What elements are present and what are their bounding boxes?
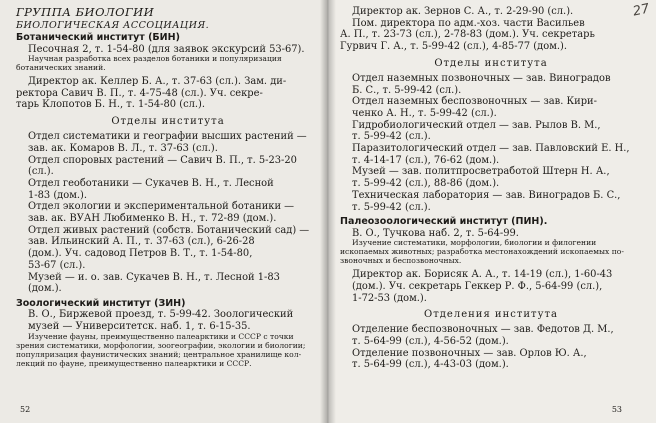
zin-director-line: Директор ак. Зернов С. А., т. 2-29-90 (сл.). xyxy=(352,6,574,17)
zin-departments-heading: Отделы института xyxy=(434,57,548,69)
dept-line: Отдел наземных беспозвоночных — зав. Кири- xyxy=(352,96,597,108)
bin-director-line: Директор ак. Келлер Б. А., т. 37-63 (сл.). Зам. ди- xyxy=(28,76,287,88)
handwritten-page-mark: 27 xyxy=(632,1,652,20)
pin-director-line: Директор ак. Борисяк А. А., т. 14-19 (сл.), 1-60-43 xyxy=(352,269,613,281)
dept-line: зав. ак. ВУАН Любименко В. Н., т. 72-89 (дом.). xyxy=(28,213,277,225)
dept-line: Паразитологический отдел — зав. Павловский Е. Н., xyxy=(352,143,630,155)
dept-line: ченко А. Н., т. 5-99-42 (сл.). xyxy=(352,107,497,119)
dept-line: 1-83 (дом.). xyxy=(28,189,88,201)
dept-line: (сл.). xyxy=(28,166,54,178)
page-number-left: 52 xyxy=(20,405,31,414)
dept-line: Гидробиологический отдел — зав. Рылов В. М., xyxy=(352,119,601,131)
dept-line: (дом.). xyxy=(28,283,62,295)
dept-line: зав. Ильинский А. П., т. 37-63 (сл.), 6-26-28 xyxy=(28,236,255,248)
pin-heading: Палеозоологический институт (ПИН). xyxy=(340,216,548,228)
book-gutter-shadow xyxy=(320,0,336,423)
bin-departments-heading: Отделы института xyxy=(111,116,225,128)
page-number-right: 53 xyxy=(611,405,622,414)
branch-line: т. 5-64-99 (сл.), 4-43-03 (дом.). xyxy=(352,359,509,371)
bin-desc-line: Научная разработка всех разделов ботаники и популяризация xyxy=(28,54,282,64)
zin-heading: Зоологический институт (ЗИН) xyxy=(16,297,186,309)
pin-address: В. О., Тучкова наб. 2, т. 5-64-99. xyxy=(352,227,519,239)
pin-desc-line: звоночных и беспозвоночных. xyxy=(340,256,462,266)
dept-line: т. 5-99-42 (сл.). xyxy=(352,131,431,143)
dept-line: Отдел споровых растений — Савич В. П., т. 5-23-20 xyxy=(28,154,297,166)
zin-desc-line: лекций по фауне, преимущественно палеарктики и СССР. xyxy=(16,358,252,368)
zin-address-line: музей — Университетск. наб. 1, т. 6-15-35. xyxy=(28,321,251,333)
dept-line: т. 4-14-17 (сл.), 76-62 (дом.). xyxy=(352,154,500,166)
dept-line: Отдел систематики и географии высших растений — xyxy=(28,131,307,143)
pin-director-line: (дом.). Уч. секретарь Геккер Р. Ф., 5-64-99 (сл.), xyxy=(352,280,603,292)
dept-line: 53-67 (сл.). xyxy=(28,259,86,271)
dept-line: (дом.). Уч. садовод Петров В. Т., т. 1-54-80, xyxy=(28,248,253,260)
pin-branches-heading: Отделения института xyxy=(424,309,558,321)
zin-desc-line: Изучение фауны, преимущественно палеарктики и СССР с точки xyxy=(28,331,294,341)
zin-desc-line: зрения систематики, морфологии, зоогеографии, экологии и биологии; xyxy=(16,340,306,350)
dept-line: Отдел экологии и экспериментальной ботаники — xyxy=(28,201,295,213)
branch-line: Отделение позвоночных — зав. Орлов Ю. А., xyxy=(352,347,587,359)
association-title: БИОЛОГИЧЕСКАЯ АССОЦИАЦИЯ. xyxy=(16,20,210,31)
right-page xyxy=(328,0,656,423)
dept-line: Техническая лаборатория — зав. Виноградов Б. С., xyxy=(352,189,621,201)
dept-line: Отдел геоботаники — Сукачев В. Н., т. Лесной xyxy=(28,177,274,189)
dept-line: Музей — и. о. зав. Сукачев В. Н., т. Лесной 1-83 xyxy=(28,271,280,283)
bin-director-line: ректора Савич В. П., т. 4-75-48 (сл.). Уч. секре- xyxy=(16,87,263,99)
zin-director-line: Гурвич Г. А., т. 5-99-42 (сл.), 4-85-77 (дом.). xyxy=(340,41,567,53)
dept-line: т. 5-99-42 (сл.), 88-86 (дом.). xyxy=(352,178,500,190)
zin-director-line: А. П., т. 23-73 (сл.), 2-78-83 (дом.). Уч. секретарь xyxy=(340,29,595,41)
dept-line: Отдел живых растений (собств. Ботанический сад) — xyxy=(28,224,310,236)
dept-line: Б. С., т. 5-99-42 (сл.). xyxy=(352,84,462,96)
pin-desc-line: ископаемых животных; разработка местонахождений ископаемых по- xyxy=(340,247,624,257)
dept-line: т. 5-99-42 (сл.). xyxy=(352,201,431,213)
dept-line: Отдел наземных позвоночных — зав. Виноградов xyxy=(352,72,611,84)
pin-desc-line: Изучение систематики, морфологии, биологии и филогении xyxy=(352,238,597,248)
zin-desc-line: популяризация фаунистических знаний; центральное хранилище кол- xyxy=(16,349,302,359)
branch-line: Отделение беспозвоночных — зав. Федотов Д. М., xyxy=(352,324,614,336)
section-title: ГРУППА БИОЛОГИИ xyxy=(16,5,155,19)
bin-address: Песочная 2, т. 1-54-80 (для заявок экскурсий 53-67). xyxy=(28,43,305,55)
dept-line: Музей — зав. политпросветработой Штерн Н. А., xyxy=(352,166,610,178)
zin-address-line: В. О., Биржевой проезд, т. 5-99-42. Зоологический xyxy=(28,309,294,321)
branch-line: т. 5-64-99 (сл.), 4-56-52 (дом.). xyxy=(352,335,509,347)
bin-heading: Ботанический институт (БИН) xyxy=(16,32,180,43)
pin-director-line: 1-72-53 (дом.). xyxy=(352,292,427,304)
bin-director-line: тарь Клопотов Б. Н., т. 1-54-80 (сл.). xyxy=(16,99,205,111)
zin-director-line: Пом. директора по адм.-хоз. части Васильев xyxy=(352,17,585,29)
bin-desc-line: ботанических знаний. xyxy=(16,63,106,73)
dept-line: зав. ак. Комаров В. Л., т. 37-63 (сл.). xyxy=(28,142,218,154)
